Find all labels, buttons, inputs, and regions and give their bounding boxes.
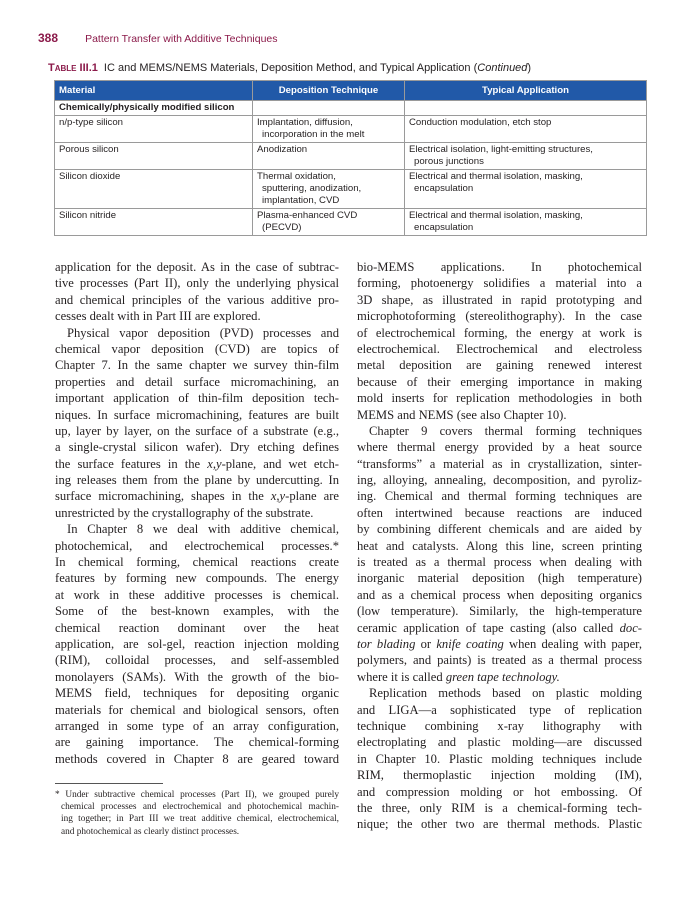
text-line: heat and catalysts. Along this line, screen printing <box>357 538 642 553</box>
text-line: forming, photoenergy solidifies a material into a <box>357 276 642 291</box>
italic-term: knife coating <box>436 636 504 651</box>
text-line: (low temperature). Similarly, the high-temperature <box>357 604 642 619</box>
text-line: photochemical, and electrochemical processes.* <box>55 538 339 553</box>
text-line: RIM, thermoplastic injection molding (IM), <box>357 768 642 783</box>
text-line: (RIM), colloidal processes, and self-assembled <box>55 653 339 668</box>
text-segment: or <box>415 636 437 651</box>
application-line: Electrical and thermal isolation, masking, <box>409 171 583 182</box>
cell-material <box>55 143 253 170</box>
cell-material <box>55 116 253 143</box>
text-line: Physical vapor deposition (PVD) processes and <box>67 325 339 340</box>
text-line: application, are sol-gel, reaction injection molding <box>55 636 339 651</box>
text-line: features by forming new compounds. The energy <box>55 571 339 586</box>
cell-technique <box>253 170 405 209</box>
text-line: 3D shape, as illustrated in rapid prototyping and <box>357 292 642 307</box>
table-label: Table III.1 <box>48 62 98 74</box>
text-line: and LIGA—a sophisticated type of replication <box>357 702 642 717</box>
table-row <box>55 170 647 209</box>
table-caption-text: IC and MEMS/NEMS Materials, Deposition Method, and Typical Application ( <box>103 62 478 74</box>
text-line: is treated as a thermal process when dealing with <box>357 555 642 570</box>
text-line: cesses dealt with in Part III are explored. <box>55 309 261 324</box>
text-line: a single-crystal silicon wafer). Dry etching defines <box>55 440 339 455</box>
technique-line: Implantation, diffusion, <box>257 117 353 128</box>
column-header-application: Typical Application <box>405 81 647 101</box>
table-row <box>55 116 647 143</box>
application-line: porous junctions <box>414 156 484 167</box>
text-line: inorganic material deposition (high temperature) <box>357 571 642 586</box>
technique-line: Thermal oxidation, <box>257 171 336 182</box>
cell-application <box>405 116 647 143</box>
running-title: Pattern Transfer with Additive Techniques <box>85 33 278 45</box>
text-line <box>357 620 642 636</box>
cell-application <box>405 170 647 209</box>
text-line: and as a chemical process when depositing organics <box>357 587 642 602</box>
column-header-material: Material <box>55 81 253 101</box>
text-line: Some of the best-known examples, with the <box>55 604 339 619</box>
cell-material <box>55 170 253 209</box>
text-segment: -plane are <box>285 489 339 504</box>
cell-application <box>405 101 647 116</box>
italic-term: doc- <box>619 620 642 635</box>
footnote-line: and photochemical as clearly distinct processes. <box>61 826 240 837</box>
cell-technique <box>253 116 405 143</box>
text-segment: the surface features in the <box>55 456 208 471</box>
text-line: up, layer by layer, on the surface of a substrate (e.g., <box>55 423 339 438</box>
cell-application <box>405 143 647 170</box>
text-line: technique combining x-ray lithography with <box>357 718 642 733</box>
technique-line: Anodization <box>257 144 308 155</box>
text-line: Chapter 9 covers thermal forming techniques <box>369 423 642 438</box>
body-column-right <box>357 259 642 833</box>
application-line: Electrical isolation, light-emitting structures, <box>409 144 593 155</box>
text-line: electrochemical. Electrochemical and electroless <box>357 341 642 356</box>
text-line: because of their emerging importance in making <box>357 374 642 389</box>
text-line: where thermal energy provided by a heat source <box>357 440 642 455</box>
text-line: ing releases them from the plane by undercutting. In <box>55 473 339 488</box>
cell-application <box>405 209 647 236</box>
text-line: and chemical principles of the various additive pro- <box>55 292 339 307</box>
text-line: polymers, and paints) is treated as a thermal process <box>357 653 642 668</box>
text-line: monolayers (SAMs). With the growth of the bio- <box>55 669 339 684</box>
italic-term: x,y <box>207 456 222 471</box>
cell-material <box>55 209 253 236</box>
cell-technique <box>253 101 405 116</box>
text-segment: when dealing with paper, <box>503 636 642 651</box>
materials-table <box>54 80 647 236</box>
text-line: often intertwined because reactions are induced <box>357 505 642 520</box>
cell-material <box>55 101 253 116</box>
application-line: Electrical and thermal isolation, masking, <box>409 210 583 221</box>
table-row <box>55 101 647 116</box>
table-row <box>55 143 647 170</box>
text-line: ing, alloying, annealing, decomposition, and pyroliz- <box>357 473 642 488</box>
text-line: Replication methods based on plastic molding <box>369 686 642 701</box>
cell-technique <box>253 209 405 236</box>
text-line: of electrochemical forming, the energy at work is <box>357 325 642 340</box>
text-line: In Chapter 8 we deal with additive chemical, <box>67 522 339 537</box>
text-line: ing. Chemical and thermal forming techniques are <box>357 489 642 504</box>
italic-term: x,y <box>270 489 286 504</box>
text-line: arranged in some type of an array configuration, <box>55 718 339 733</box>
text-line: by combining different chemicals and are aided by <box>357 522 642 537</box>
cell-technique <box>253 143 405 170</box>
text-line: MEMS and NEMS (see also Chapter 10). <box>357 407 567 422</box>
technique-line: sputtering, anodization, <box>262 183 362 194</box>
technique-line: incorporation in the melt <box>262 129 365 140</box>
text-segment: where it is called <box>357 669 446 684</box>
footnote-line: * Under subtractive chemical processes (Part II), we grouped purely <box>55 790 339 800</box>
text-line: MEMS field, techniques for depositing organic <box>55 686 339 701</box>
material-name: n/p-type silicon <box>59 117 123 128</box>
footnote-line: ing together; in Part III we treat additive chemical, electrochemical, <box>61 814 339 825</box>
text-line: unrestricted by the crystallography of the substrate. <box>55 505 314 520</box>
application-line: encapsulation <box>414 183 474 194</box>
table-caption-end: ) <box>527 62 532 74</box>
material-name: Porous silicon <box>59 144 119 155</box>
footnote-line: chemical processes and electrochemical and photochemical machin- <box>61 802 339 813</box>
text-line: niques. In surface micromachining, features are built <box>55 407 339 422</box>
material-name: Silicon dioxide <box>59 171 121 182</box>
text-line: bio-MEMS applications. In photochemical <box>357 260 642 274</box>
technique-line: implantation, CVD <box>262 195 340 206</box>
text-line <box>55 456 339 472</box>
text-line: application for the deposit. As in the case of subtrac- <box>55 260 339 274</box>
footnote-rule <box>55 783 163 784</box>
italic-term: tor blading <box>357 636 416 651</box>
text-line: important application of thin-film deposition tech- <box>55 391 339 406</box>
text-line: the three, only RIM is a chemical-forming tech- <box>357 800 642 815</box>
text-line: mold inserts for replication methodologies in both <box>357 391 642 406</box>
application-line: encapsulation <box>414 222 474 233</box>
text-line <box>357 636 642 652</box>
text-line: are gaining importance. The chemical-forming <box>55 735 339 750</box>
text-line: tive processes (Part II), only the underlying physical <box>55 276 339 291</box>
text-line: in Chapter 10. Plastic molding techniques include <box>357 751 642 766</box>
text-line <box>55 488 339 504</box>
technique-line: Plasma-enhanced CVD <box>257 210 358 221</box>
table-row <box>55 209 647 236</box>
text-line: materials for chemical and biological sensors, often <box>55 702 339 717</box>
text-line: at work in these additive processes is chemical. <box>55 587 339 602</box>
text-segment: ceramic application of tape casting (also called <box>357 620 620 635</box>
text-segment: -plane, and wet etch- <box>221 456 339 471</box>
table-caption-continued: Continued <box>477 62 528 74</box>
footnote <box>55 789 339 838</box>
text-line: “transforms” a material as in crystallization, sinter- <box>357 456 642 471</box>
italic-term: green tape technology. <box>445 669 560 684</box>
table-header-row <box>55 81 647 101</box>
material-name: Silicon nitride <box>59 210 117 221</box>
text-line: microphotoforming (stereolithography). In the case <box>357 309 642 324</box>
text-line: nique; the other two are thermal methods. Plastic <box>357 817 642 832</box>
text-line: and compression molding or hot embossing. Of <box>357 784 642 799</box>
text-line: chemical vapor deposition (CVD) are topics of <box>55 341 339 356</box>
material-name: Chemically/physically modified silicon <box>59 102 235 113</box>
text-line: properties and detail surface micromachining, an <box>55 374 339 389</box>
technique-line: (PECVD) <box>262 222 302 233</box>
running-header <box>38 31 278 45</box>
application-line: Conduction modulation, etch stop <box>409 117 552 128</box>
text-line: electroplating and plastic molding—are discussed <box>357 735 642 750</box>
body-column-left <box>55 259 339 767</box>
table-caption <box>48 62 531 74</box>
text-line: methods covered in Chapter 8 are geared toward <box>55 751 339 766</box>
text-line: metal deposition are gaining renewed interest <box>357 358 642 373</box>
text-line: Chapter 7. In the same chapter we survey thin-film <box>55 358 339 373</box>
text-segment: surface micromachining, shapes in the <box>55 489 271 504</box>
column-header-technique: Deposition Technique <box>253 81 405 101</box>
text-line <box>357 669 642 685</box>
page-number: 388 <box>38 31 59 45</box>
text-line: In chemical forming, chemical reactions create <box>55 555 339 570</box>
text-line: chemical reaction dominant over the heat <box>55 620 339 635</box>
